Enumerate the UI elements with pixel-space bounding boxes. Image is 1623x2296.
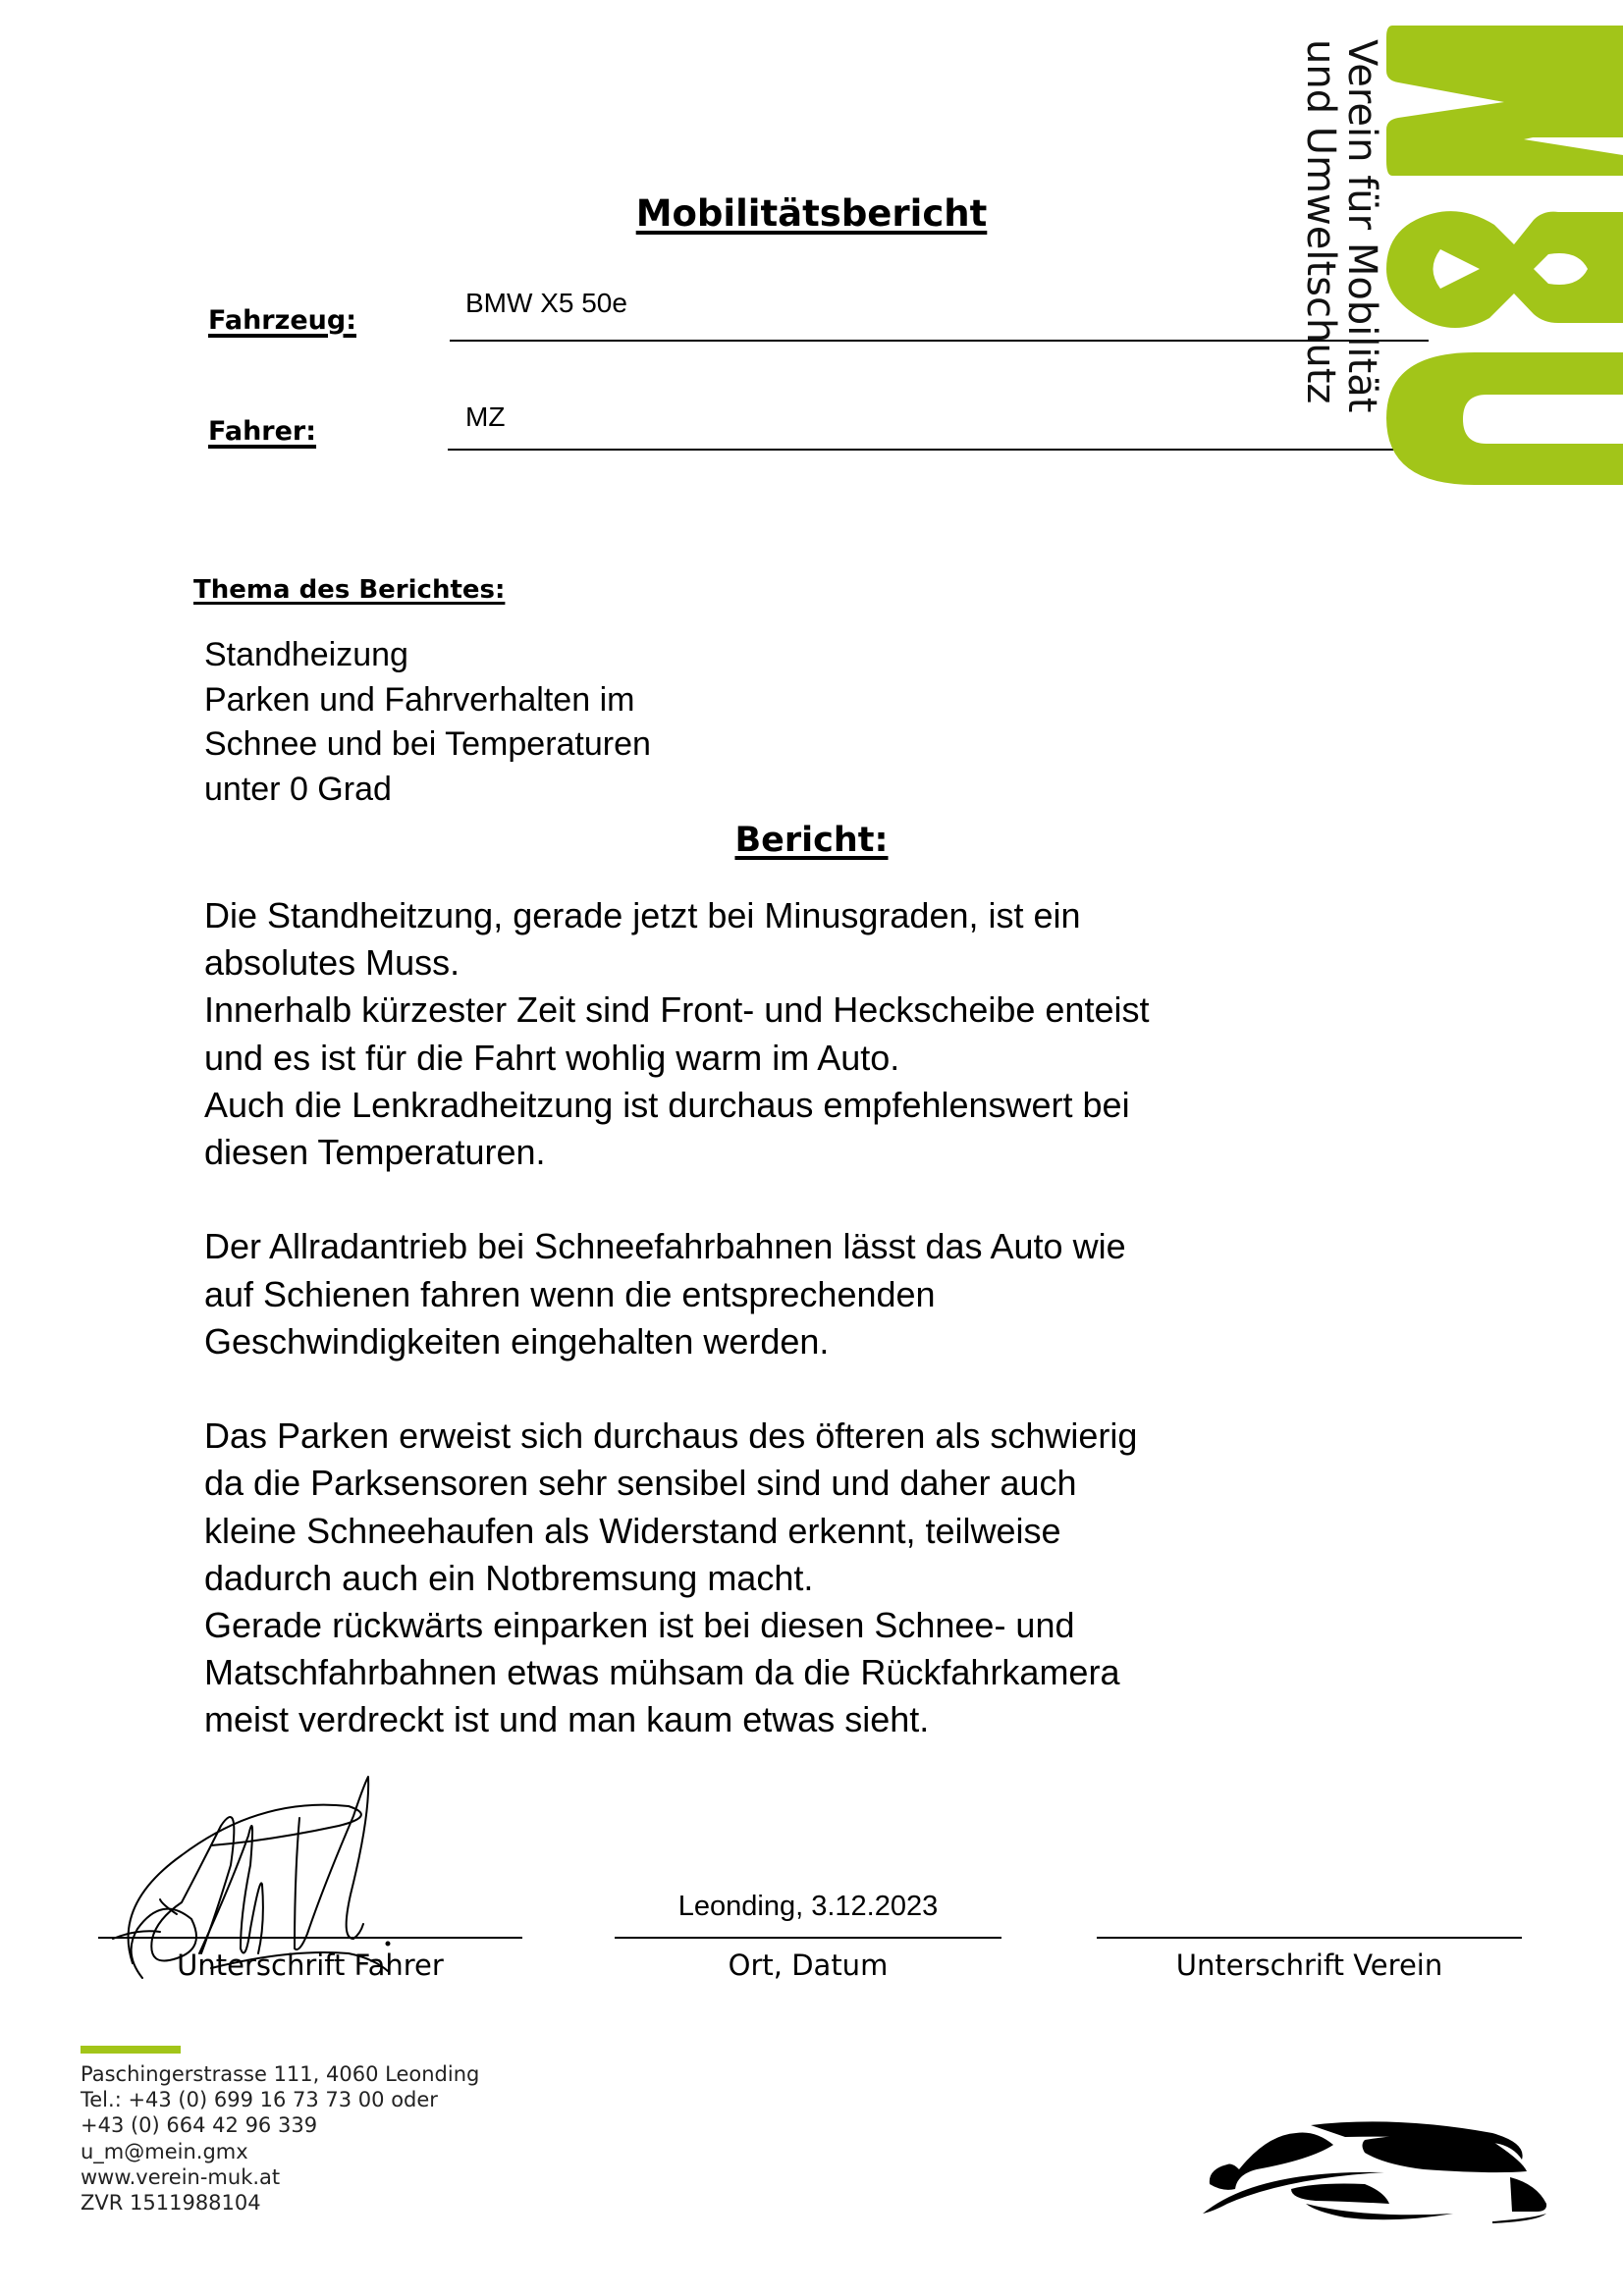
vehicle-underline (450, 340, 1429, 342)
vehicle-value: BMW X5 50e (465, 288, 627, 318)
car-logo-icon (1198, 2115, 1561, 2223)
footer-address (81, 2061, 479, 2216)
report-paragraph (204, 892, 1343, 1176)
report-line: absolutes Muss. (204, 942, 460, 984)
report-paragraph (204, 1413, 1343, 1743)
topic-label: Thema des Berichtes: (193, 575, 506, 605)
report-line: diesen Temperaturen. (204, 1132, 546, 1173)
report-line: Auch die Lenkradheitzung ist durchaus empfehlenswert bei (204, 1084, 1130, 1125)
tagline-line-2: und Umweltschutz (1298, 39, 1343, 404)
address-line: www.verein-muk.at (81, 2164, 281, 2189)
vehicle-label: Fahrzeug: (208, 305, 356, 336)
mu-logo (1386, 24, 1623, 485)
topic-line: Schnee und bei Temperaturen (204, 725, 651, 763)
driver-signature-caption: Unterschrift Fahrer (177, 1949, 444, 1982)
club-signature-line (1097, 1937, 1522, 1939)
topic-line: unter 0 Grad (204, 770, 392, 808)
topic-line: Standheizung (204, 636, 408, 673)
report-line: Innerhalb kürzester Zeit sind Front- und Heckscheibe enteist (204, 989, 1150, 1031)
driver-underline (448, 449, 1429, 451)
report-heading-row (0, 821, 1623, 860)
paragraph-gap (204, 1176, 1343, 1223)
document-title: Mobilitätsbericht (635, 192, 988, 235)
report-line: kleine Schneehaufen als Widerstand erkennt, teilweise (204, 1510, 1061, 1551)
report-line: dadurch auch ein Notbremsung macht. (204, 1557, 814, 1598)
report-line: auf Schienen fahren wenn die entsprechenden (204, 1273, 936, 1314)
organization-tagline (1294, 39, 1382, 452)
driver-value: MZ (465, 401, 506, 432)
tagline-line-1: Verein für Mobilität (1339, 39, 1384, 413)
driver-label: Fahrer: (208, 416, 317, 447)
address-line: Tel.: +43 (0) 699 16 73 73 00 oder (81, 2088, 438, 2112)
report-body (204, 892, 1343, 1744)
report-paragraph (204, 1223, 1343, 1365)
report-heading: Bericht: (734, 821, 889, 860)
topic-line: Parken und Fahrverhalten im (204, 680, 635, 719)
footer-accent-bar (81, 2046, 181, 2054)
place-date-value: Leonding, 3.12.2023 (677, 1891, 939, 1922)
report-line: Matschfahrbahnen etwas mühsam da die Rückfahrkamera (204, 1652, 1120, 1693)
address-line: +43 (0) 664 42 96 339 (81, 2113, 318, 2138)
report-line: Das Parken erweist sich durchaus des öfteren als schwierig (204, 1415, 1138, 1457)
paragraph-gap (204, 1365, 1343, 1413)
topic-text (204, 633, 651, 812)
report-line: Die Standheitzung, gerade jetzt bei Minusgraden, ist ein (204, 895, 1081, 935)
place-date-caption: Ort, Datum (728, 1949, 889, 1982)
report-line: Der Allradantrieb bei Schneefahrbahnen lässt das Auto wie (204, 1226, 1126, 1267)
address-line: ZVR 1511988104 (81, 2191, 261, 2216)
report-line: und es ist für die Fahrt wohlig warm im Auto. (204, 1037, 900, 1078)
address-line: u_m@mein.gmx (81, 2139, 248, 2163)
place-date-line (615, 1937, 1001, 1939)
report-line: Geschwindigkeiten eingehalten werden. (204, 1320, 830, 1362)
club-signature-caption: Unterschrift Verein (1175, 1949, 1443, 1982)
report-line: da die Parksensoren sehr sensibel sind und daher auch (204, 1463, 1077, 1504)
report-line: meist verdreckt ist und man kaum etwas sieht. (204, 1699, 930, 1740)
report-line: Gerade rückwärts einparken ist bei diesen Schnee- und (204, 1605, 1075, 1646)
mu-logo-shape (1386, 26, 1623, 485)
address-line: Paschingerstrasse 111, 4060 Leonding (81, 2062, 480, 2086)
driver-signature-line (98, 1937, 522, 1939)
